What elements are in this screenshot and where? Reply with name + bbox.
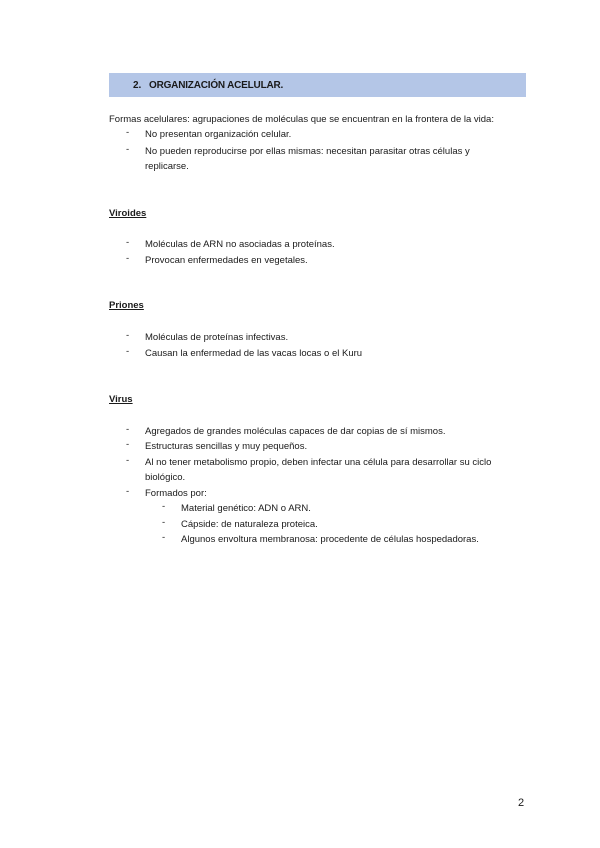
list-bullet: - [126, 237, 130, 248]
list-bullet: - [126, 330, 130, 341]
section-title: ORGANIZACIÓN ACELULAR. [149, 79, 284, 91]
list-item: Formados por: [145, 488, 207, 499]
section-banner [109, 73, 526, 97]
list-bullet: - [126, 486, 130, 497]
section-number: 2. [133, 79, 142, 91]
heading-viroides: Viroides [109, 208, 147, 219]
sublist-bullet: - [162, 501, 166, 512]
list-bullet: - [126, 346, 130, 357]
page-number: 2 [518, 797, 525, 809]
list-item-continuation: biológico. [145, 472, 186, 483]
list-item: Provocan enfermedades en vegetales. [145, 255, 308, 266]
list-item: Moléculas de proteínas infectivas. [145, 332, 289, 343]
list-item: Agregados de grandes moléculas capaces de dar copias de sí mismos. [145, 426, 446, 437]
list-item-continuation: replicarse. [145, 161, 189, 172]
list-item: No pueden reproducirse por ellas mismas: necesitan parasitar otras células y [145, 146, 470, 157]
list-item: Estructuras sencillas y muy pequeños. [145, 441, 308, 452]
list-bullet: - [126, 439, 130, 450]
list-item: Al no tener metabolismo propio, deben infectar una célula para desarrollar su ciclo [145, 457, 492, 468]
list-item: No presentan organización celular. [145, 129, 292, 140]
sublist-bullet: - [162, 517, 166, 528]
list-bullet: - [126, 253, 130, 264]
heading-virus: Virus [109, 394, 133, 405]
list-bullet: - [126, 144, 130, 155]
intro-text: Formas acelulares: agrupaciones de moléculas que se encuentran en la frontera de la vida: [109, 114, 494, 125]
list-item: Moléculas de ARN no asociadas a proteínas. [145, 239, 335, 250]
list-bullet: - [126, 424, 130, 435]
sublist-item: Algunos envoltura membranosa: procedente de células hospedadoras. [181, 534, 479, 545]
list-item: Causan la enfermedad de las vacas locas o el Kuru [145, 348, 363, 359]
list-bullet: - [126, 127, 130, 138]
sublist-item: Cápside: de naturaleza proteica. [181, 519, 318, 530]
sublist-bullet: - [162, 532, 166, 543]
sublist-item: Material genético: ADN o ARN. [181, 503, 311, 514]
heading-priones: Priones [109, 300, 144, 311]
list-bullet: - [126, 455, 130, 466]
